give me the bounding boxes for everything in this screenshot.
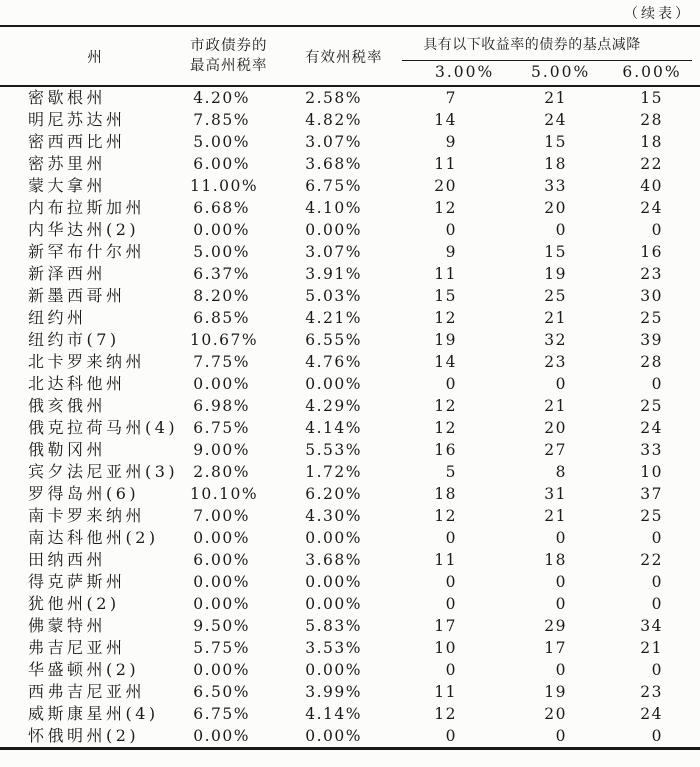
cell-bp-reduction-5pct: 21	[544, 89, 567, 107]
cell-max-tax-rate: 6.68%	[193, 199, 250, 217]
cell-max-tax-rate: 6.00%	[193, 551, 250, 569]
table-row	[0, 241, 700, 263]
cell-effective-tax-rate: 0.00%	[305, 595, 362, 613]
cell-max-tax-rate: 11.00%	[190, 177, 259, 195]
cell-effective-tax-rate: 0.00%	[305, 573, 362, 591]
cell-bp-reduction-6pct: 16	[640, 243, 664, 261]
col-header-max-rate-line1: 市政债券的	[190, 38, 268, 54]
col-header-yield-3-percent: 3.00%	[375, 61, 470, 86]
cell-bp-reduction-5pct: 20	[544, 419, 567, 437]
cell-effective-tax-rate: 2.58%	[305, 89, 362, 107]
cell-bp-reduction-5pct: 18	[544, 155, 567, 173]
cell-bp-reduction-6pct: 25	[640, 507, 664, 525]
cell-bp-reduction-6pct: 39	[640, 331, 664, 349]
cell-effective-tax-rate: 3.53%	[305, 639, 362, 657]
cell-bp-reduction-6pct: 0	[651, 661, 664, 679]
cell-state-name: 纽约州	[28, 308, 87, 327]
cell-effective-tax-rate: 0.00%	[305, 375, 362, 393]
cell-effective-tax-rate: 0.00%	[305, 221, 362, 239]
cell-max-tax-rate: 5.00%	[193, 133, 250, 151]
cell-bp-reduction-6pct: 0	[651, 573, 664, 591]
table-row	[0, 373, 700, 395]
cell-bp-reduction-6pct: 15	[640, 89, 664, 107]
cell-effective-tax-rate: 4.76%	[305, 353, 362, 371]
cell-state-name: 田纳西州	[28, 550, 107, 569]
cell-effective-tax-rate: 4.21%	[305, 309, 362, 327]
cell-effective-tax-rate: 0.00%	[305, 529, 362, 547]
cell-state-name: 罗得岛州(6)	[28, 484, 140, 503]
cell-bp-reduction-6pct: 28	[640, 111, 664, 129]
cell-bp-reduction-3pct: 14	[434, 111, 457, 129]
cell-effective-tax-rate: 5.03%	[305, 287, 362, 305]
cell-effective-tax-rate: 3.99%	[305, 683, 362, 701]
cell-state-name: 新罕布什尔州	[28, 242, 146, 261]
cell-bp-reduction-5pct: 15	[544, 243, 567, 261]
cell-state-name: 犹他州(2)	[28, 594, 120, 613]
cell-bp-reduction-3pct: 0	[445, 221, 457, 239]
table-row	[0, 549, 700, 571]
cell-max-tax-rate: 7.75%	[193, 353, 250, 371]
cell-max-tax-rate: 6.50%	[193, 683, 250, 701]
cell-max-tax-rate: 0.00%	[193, 595, 250, 613]
table-row	[0, 681, 700, 703]
col-header-max-municipal-tax-rate	[190, 26, 268, 86]
cell-bp-reduction-5pct: 31	[544, 485, 567, 503]
cell-max-tax-rate: 8.20%	[193, 287, 250, 305]
cell-bp-reduction-6pct: 21	[640, 639, 664, 657]
col-header-effective-tax-rate: 有效州税率	[260, 26, 375, 86]
cell-bp-reduction-5pct: 0	[555, 375, 567, 393]
cell-effective-tax-rate: 4.14%	[305, 705, 362, 723]
cell-state-name: 俄克拉荷马州(4)	[28, 418, 179, 437]
cell-bp-reduction-6pct: 22	[640, 155, 664, 173]
table-row	[0, 219, 700, 241]
cell-bp-reduction-6pct: 18	[640, 133, 664, 151]
col-header-state: 州	[0, 26, 190, 86]
cell-max-tax-rate: 6.00%	[193, 155, 250, 173]
cell-effective-tax-rate: 5.83%	[305, 617, 362, 635]
cell-state-name: 北卡罗来纳州	[28, 352, 146, 371]
cell-bp-reduction-6pct: 0	[651, 529, 664, 547]
cell-effective-tax-rate: 6.55%	[305, 331, 362, 349]
cell-bp-reduction-6pct: 22	[640, 551, 664, 569]
cell-bp-reduction-6pct: 25	[640, 397, 664, 415]
cell-bp-reduction-5pct: 8	[555, 463, 567, 481]
cell-bp-reduction-5pct: 23	[544, 353, 567, 371]
table-row	[0, 571, 700, 593]
table-row	[0, 483, 700, 505]
cell-max-tax-rate: 0.00%	[193, 573, 250, 591]
cell-max-tax-rate: 0.00%	[193, 375, 250, 393]
cell-max-tax-rate: 6.75%	[193, 705, 250, 723]
table-row	[0, 439, 700, 461]
cell-effective-tax-rate: 4.82%	[305, 111, 362, 129]
cell-effective-tax-rate: 0.00%	[305, 661, 362, 679]
col-header-yield-6-percent: 6.00%	[575, 61, 700, 86]
cell-state-name: 佛蒙特州	[28, 616, 107, 635]
cell-max-tax-rate: 9.50%	[193, 617, 250, 635]
cell-max-tax-rate: 7.85%	[193, 111, 250, 129]
cell-effective-tax-rate: 0.00%	[305, 727, 362, 745]
cell-bp-reduction-5pct: 15	[544, 133, 567, 151]
cell-effective-tax-rate: 3.68%	[305, 551, 362, 569]
table-row	[0, 109, 700, 131]
cell-max-tax-rate: 5.00%	[193, 243, 250, 261]
cell-state-name: 新泽西州	[28, 264, 107, 283]
cell-effective-tax-rate: 6.20%	[305, 485, 362, 503]
cell-bp-reduction-3pct: 9	[445, 243, 457, 261]
cell-effective-tax-rate: 3.68%	[305, 155, 362, 173]
cell-bp-reduction-6pct: 40	[640, 177, 664, 195]
cell-bp-reduction-5pct: 0	[555, 727, 567, 745]
cell-bp-reduction-5pct: 21	[544, 397, 567, 415]
cell-bp-reduction-3pct: 11	[434, 683, 457, 701]
cell-state-name: 威斯康星州(4)	[28, 704, 159, 723]
cell-bp-reduction-3pct: 15	[434, 287, 457, 305]
cell-bp-reduction-6pct: 0	[651, 375, 664, 393]
cell-bp-reduction-3pct: 12	[434, 507, 457, 525]
cell-bp-reduction-5pct: 33	[544, 177, 567, 195]
cell-bp-reduction-6pct: 10	[640, 463, 664, 481]
cell-effective-tax-rate: 4.30%	[305, 507, 362, 525]
cell-state-name: 北达科他州	[28, 374, 126, 393]
col-header-yield-5-percent: 5.00%	[470, 61, 575, 86]
table-row	[0, 131, 700, 153]
cell-bp-reduction-5pct: 19	[544, 683, 567, 701]
table-row	[0, 659, 700, 681]
cell-bp-reduction-3pct: 0	[445, 661, 457, 679]
table-row	[0, 175, 700, 197]
continued-table-note: （续表）	[624, 6, 692, 22]
cell-bp-reduction-3pct: 12	[434, 419, 457, 437]
cell-state-name: 蒙大拿州	[28, 176, 107, 195]
cell-bp-reduction-5pct: 21	[544, 309, 567, 327]
cell-bp-reduction-3pct: 11	[434, 551, 457, 569]
cell-effective-tax-rate: 4.10%	[305, 199, 362, 217]
cell-bp-reduction-6pct: 33	[640, 441, 664, 459]
cell-state-name: 得克萨斯州	[28, 572, 126, 591]
cell-bp-reduction-5pct: 0	[555, 595, 567, 613]
table-row	[0, 505, 700, 527]
table-row	[0, 153, 700, 175]
cell-state-name: 俄勒冈州	[28, 440, 107, 459]
cell-effective-tax-rate: 3.91%	[305, 265, 362, 283]
cell-bp-reduction-6pct: 0	[651, 727, 664, 745]
cell-bp-reduction-5pct: 27	[544, 441, 567, 459]
cell-effective-tax-rate: 3.07%	[305, 243, 362, 261]
col-header-bp-reduction-group	[375, 26, 700, 61]
cell-bp-reduction-5pct: 0	[555, 529, 567, 547]
cell-bp-reduction-3pct: 20	[434, 177, 457, 195]
cell-bp-reduction-5pct: 21	[544, 507, 567, 525]
table-row	[0, 263, 700, 285]
table-row	[0, 197, 700, 219]
cell-bp-reduction-5pct: 0	[555, 573, 567, 591]
cell-bp-reduction-6pct: 34	[640, 617, 664, 635]
cell-bp-reduction-6pct: 28	[640, 353, 664, 371]
cell-bp-reduction-3pct: 0	[445, 573, 457, 591]
cell-bp-reduction-6pct: 24	[640, 419, 664, 437]
cell-bp-reduction-6pct: 0	[651, 221, 664, 239]
table-row	[0, 395, 700, 417]
cell-bp-reduction-3pct: 14	[434, 353, 457, 371]
cell-bp-reduction-5pct: 20	[544, 199, 567, 217]
cell-bp-reduction-6pct: 30	[640, 287, 664, 305]
cell-state-name: 密歇根州	[28, 88, 107, 107]
table-row	[0, 329, 700, 351]
cell-state-name: 密西西比州	[28, 132, 126, 151]
cell-bp-reduction-3pct: 7	[445, 89, 457, 107]
table-row	[0, 351, 700, 373]
cell-state-name: 南达科他州(2)	[28, 528, 159, 547]
cell-max-tax-rate: 10.10%	[190, 485, 259, 503]
cell-bp-reduction-6pct: 37	[640, 485, 664, 503]
cell-bp-reduction-5pct: 0	[555, 221, 567, 239]
cell-max-tax-rate: 2.80%	[193, 463, 250, 481]
cell-max-tax-rate: 6.37%	[193, 265, 250, 283]
cell-max-tax-rate: 0.00%	[193, 529, 250, 547]
table-row	[0, 527, 700, 549]
cell-bp-reduction-3pct: 11	[434, 265, 457, 283]
cell-state-name: 新墨西哥州	[28, 286, 126, 305]
cell-effective-tax-rate: 4.14%	[305, 419, 362, 437]
cell-state-name: 宾夕法尼亚州(3)	[28, 462, 179, 481]
cell-bp-reduction-3pct: 17	[434, 617, 457, 635]
cell-effective-tax-rate: 4.29%	[305, 397, 362, 415]
cell-bp-reduction-6pct: 24	[640, 705, 664, 723]
cell-bp-reduction-3pct: 12	[434, 199, 457, 217]
cell-effective-tax-rate: 3.07%	[305, 133, 362, 151]
cell-max-tax-rate: 6.75%	[193, 419, 250, 437]
cell-bp-reduction-5pct: 25	[544, 287, 567, 305]
cell-bp-reduction-3pct: 0	[445, 727, 457, 745]
cell-bp-reduction-3pct: 18	[434, 485, 457, 503]
cell-state-name: 密苏里州	[28, 154, 107, 173]
cell-bp-reduction-3pct: 16	[434, 441, 457, 459]
table-header	[0, 26, 700, 86]
cell-state-name: 南卡罗来纳州	[28, 506, 146, 525]
table-row	[0, 417, 700, 439]
cell-bp-reduction-3pct: 12	[434, 309, 457, 327]
cell-max-tax-rate: 4.20%	[193, 89, 250, 107]
cell-bp-reduction-5pct: 18	[544, 551, 567, 569]
cell-bp-reduction-3pct: 19	[434, 331, 457, 349]
table-row	[0, 285, 700, 307]
cell-bp-reduction-3pct: 0	[445, 595, 457, 613]
cell-bp-reduction-6pct: 0	[651, 595, 664, 613]
table-row	[0, 307, 700, 329]
cell-bp-reduction-3pct: 10	[434, 639, 457, 657]
cell-state-name: 明尼苏达州	[28, 110, 126, 129]
cell-bp-reduction-6pct: 23	[640, 683, 664, 701]
cell-bp-reduction-3pct: 12	[434, 397, 457, 415]
cell-effective-tax-rate: 5.53%	[305, 441, 362, 459]
cell-max-tax-rate: 7.00%	[193, 507, 250, 525]
cell-state-name: 西弗吉尼亚州	[28, 682, 146, 701]
cell-effective-tax-rate: 6.75%	[305, 177, 362, 195]
table-row	[0, 725, 700, 749]
table-row	[0, 593, 700, 615]
cell-bp-reduction-3pct: 0	[445, 375, 457, 393]
cell-bp-reduction-3pct: 11	[434, 155, 457, 173]
cell-bp-reduction-3pct: 9	[445, 133, 457, 151]
cell-bp-reduction-3pct: 12	[434, 705, 457, 723]
cell-state-name: 怀俄明州(2)	[28, 726, 140, 745]
cell-max-tax-rate: 6.85%	[193, 309, 250, 327]
bp-reduction-group-label: 具有以下收益率的债券的基点减降	[402, 27, 692, 61]
cell-max-tax-rate: 10.67%	[190, 331, 259, 349]
cell-effective-tax-rate: 1.72%	[305, 463, 362, 481]
cell-state-name: 内布拉斯加州	[28, 198, 146, 217]
cell-max-tax-rate: 0.00%	[193, 221, 250, 239]
table-row	[0, 703, 700, 725]
cell-max-tax-rate: 0.00%	[193, 661, 250, 679]
cell-max-tax-rate: 5.75%	[193, 639, 250, 657]
cell-state-name: 纽约市(7)	[28, 330, 120, 349]
cell-bp-reduction-5pct: 17	[544, 639, 567, 657]
table-row	[0, 86, 700, 109]
cell-bp-reduction-5pct: 24	[544, 111, 567, 129]
cell-bp-reduction-5pct: 0	[555, 661, 567, 679]
cell-state-name: 华盛顿州(2)	[28, 660, 140, 679]
cell-state-name: 弗吉尼亚州	[28, 638, 126, 657]
table-row	[0, 637, 700, 659]
cell-bp-reduction-6pct: 24	[640, 199, 664, 217]
cell-bp-reduction-5pct: 32	[544, 331, 567, 349]
cell-bp-reduction-5pct: 20	[544, 705, 567, 723]
cell-bp-reduction-5pct: 19	[544, 265, 567, 283]
table-row	[0, 461, 700, 483]
cell-bp-reduction-3pct: 0	[445, 529, 457, 547]
cell-max-tax-rate: 6.98%	[193, 397, 250, 415]
cell-state-name: 内华达州(2)	[28, 220, 140, 239]
state-tax-table	[0, 25, 700, 750]
cell-bp-reduction-6pct: 25	[640, 309, 664, 327]
cell-bp-reduction-6pct: 23	[640, 265, 664, 283]
cell-state-name: 俄亥俄州	[28, 396, 107, 415]
col-header-max-rate-line2: 最高州税率	[190, 58, 268, 74]
cell-bp-reduction-3pct: 5	[445, 463, 457, 481]
cell-max-tax-rate: 9.00%	[193, 441, 250, 459]
cell-bp-reduction-5pct: 29	[544, 617, 567, 635]
cell-max-tax-rate: 0.00%	[193, 727, 250, 745]
table-body	[0, 86, 700, 749]
table-row	[0, 615, 700, 637]
